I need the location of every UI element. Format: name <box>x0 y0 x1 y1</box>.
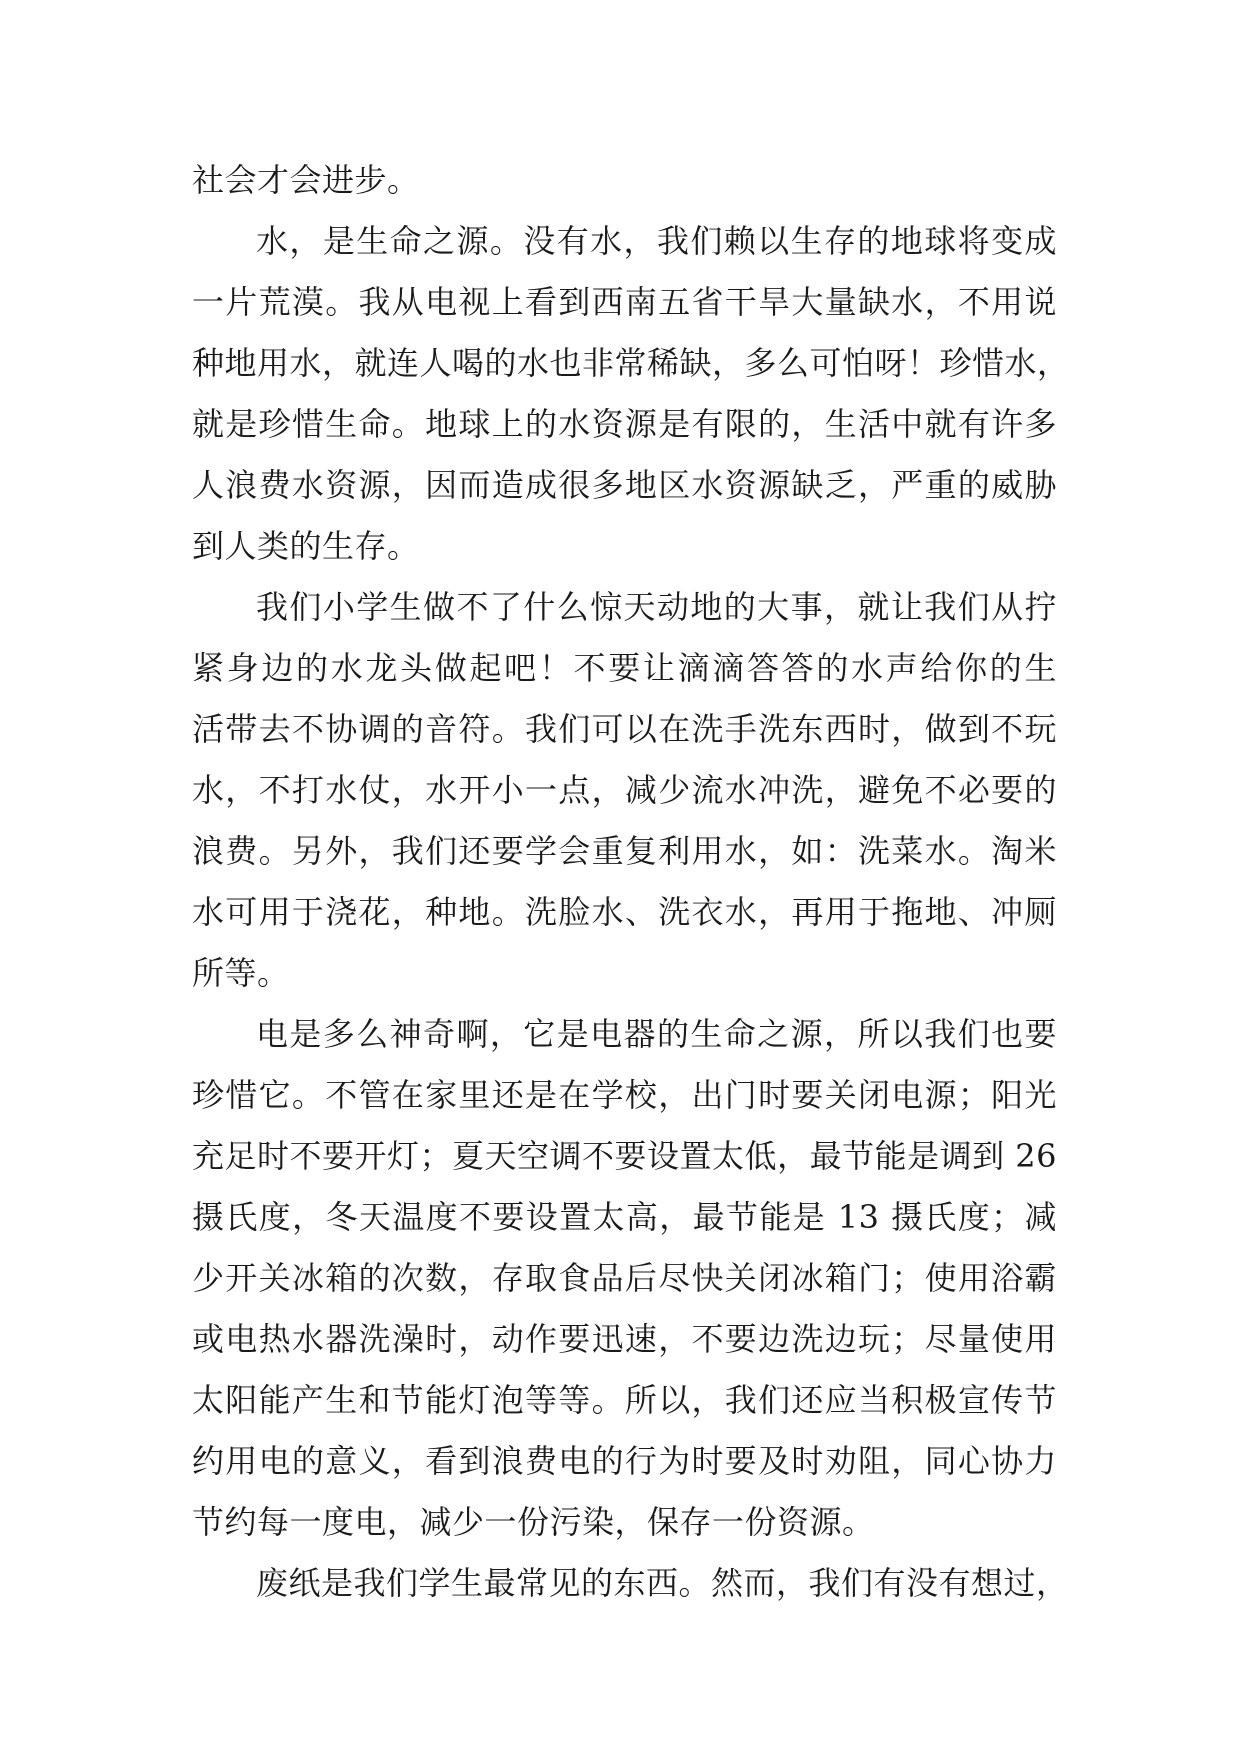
text-line: 人浪费水资源，因而造成很多地区水资源缺乏，严重的威胁 <box>192 466 1057 504</box>
paragraph-first-line: 我们小学生做不了什么惊天动地的大事，就让我们从拧 <box>256 588 1057 626</box>
document-body <box>192 150 1070 1614</box>
text-line: 约用电的意义，看到浪费电的行为时要及时劝阻，同心协力 <box>192 1442 1057 1480</box>
text-line: 水可用于浇花，种地。洗脸水、洗衣水，再用于拖地、冲厕 <box>192 893 1057 931</box>
text-line: 浪费。另外，我们还要学会重复利用水，如：洗菜水。淘米 <box>192 832 1057 870</box>
text-line: 太阳能产生和节能灯泡等等。所以，我们还应当积极宣传节 <box>192 1381 1057 1419</box>
paragraph-first-line: 废纸是我们学生最常见的东西。然而，我们有没有想过， <box>256 1564 1069 1602</box>
paragraph-first-line: 水，是生命之源。没有水，我们赖以生存的地球将变成 <box>256 222 1057 260</box>
text-line: 节约每一度电，减少一份污染，保存一份资源。 <box>192 1503 875 1541</box>
text-line: 摄氏度，冬天温度不要设置太高，最节能是 13 摄氏度；减 <box>192 1198 1057 1236</box>
text-line: 活带去不协调的音符。我们可以在洗手洗东西时，做到不玩 <box>192 710 1057 748</box>
text-line: 少开关冰箱的次数，存取食品后尽快关闭冰箱门；使用浴霸 <box>192 1259 1057 1297</box>
text-line: 充足时不要开灯；夏天空调不要设置太低，最节能是调到 26 <box>192 1137 1057 1175</box>
text-line: 种地用水，就连人喝的水也非常稀缺，多么可怕呀！珍惜水， <box>192 344 1070 382</box>
text-line: 一片荒漠。我从电视上看到西南五省干旱大量缺水，不用说 <box>192 283 1057 321</box>
text-line: 就是珍惜生命。地球上的水资源是有限的，生活中就有许多 <box>192 405 1057 443</box>
text-line: 紧身边的水龙头做起吧！不要让滴滴答答的水声给你的生 <box>192 649 1057 687</box>
text-line: 所等。 <box>192 954 290 992</box>
text-line: 或电热水器洗澡时，动作要迅速，不要边洗边玩；尽量使用 <box>192 1320 1057 1358</box>
text-line: 水，不打水仗，水开小一点，减少流水冲洗，避免不必要的 <box>192 771 1057 809</box>
paragraph-first-line: 电是多么神奇啊，它是电器的生命之源，所以我们也要 <box>256 1015 1057 1053</box>
text-line: 社会才会进步。 <box>192 161 420 199</box>
text-line: 珍惜它。不管在家里还是在学校，出门时要关闭电源；阳光 <box>192 1076 1057 1114</box>
text-line: 到人类的生存。 <box>192 527 420 565</box>
